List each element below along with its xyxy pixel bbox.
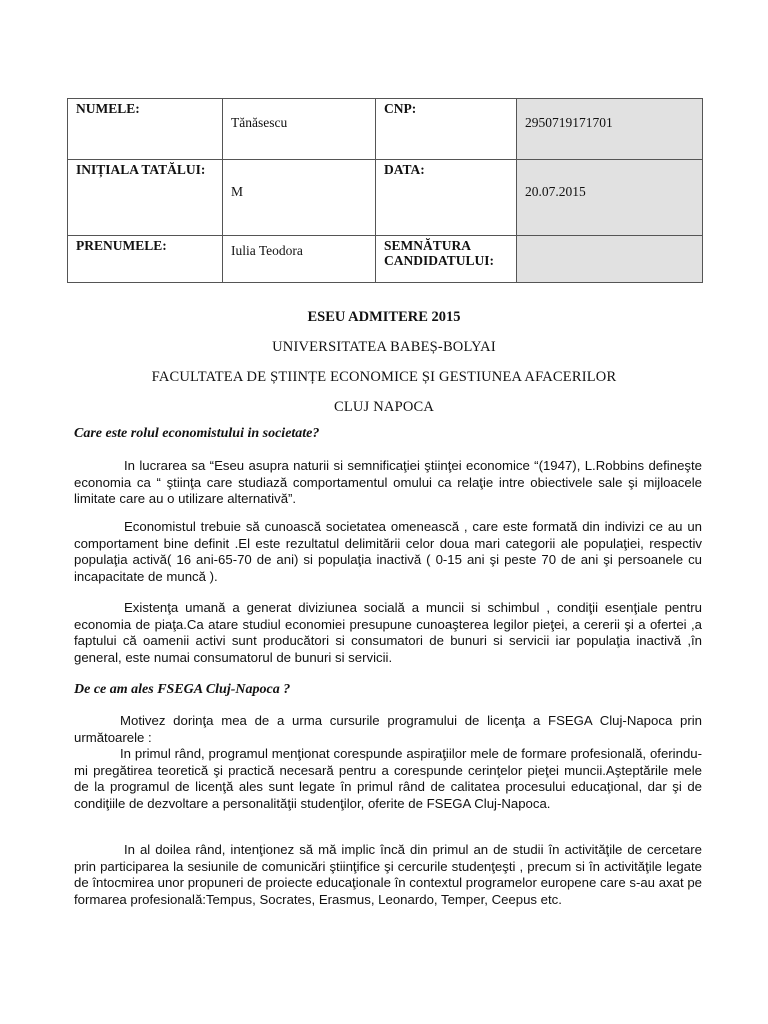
- form-row-prenume: [68, 236, 703, 283]
- value-cnp: [517, 99, 703, 160]
- paragraph-1: [74, 458, 702, 508]
- paragraph-1-text: In lucrarea sa “Eseu asupra naturii si semnificaţiei ştiinţei economice “(1947), L.Robbins defineşte economia ca “ ştiinţa care studiază comportamentul omului ca relaţie intre obiectivele sale şi mijloacele limitate care au o utilizare alternativă”.: [74, 458, 702, 506]
- label-data: DATA:: [376, 160, 517, 236]
- label-cnp: CNP:: [376, 99, 517, 160]
- city-name: CLUJ NAPOCA: [333, 399, 435, 415]
- paragraph-4-text: Motivez dorinţa mea de a urma cursurile programului de licenţa a FSEGA Cluj-Napoca prin următoarele :: [74, 713, 702, 745]
- form-row-name: [68, 99, 703, 160]
- faculty-name: FACULTATEA DE ȘTIINȚE ECONOMICE ȘI GESTIUNEA AFACERILOR: [151, 369, 617, 385]
- label-initiala: INIȚIALA TATĂLUI:: [68, 160, 223, 236]
- value-data: [517, 160, 703, 236]
- paragraph-3-text: Existenţa umană a generat diviziunea socială a muncii si schimbul , condiţii esenţiale pentru economia de piaţa.Ca atare studiul economiei presupune cunoaşterea legilor pieţei, a cererii şi a ofertei ,a faptului că oamenii activi sunt producători si consumatori de bunuri si servicii iar populaţia inactivă ,în general, este numai consumatorul de bunuri si servicii.: [74, 600, 702, 665]
- label-semnatura: SEMNĂTURA CANDIDATULUI:: [376, 236, 517, 283]
- university-name: UNIVERSITATEA BABEȘ-BOLYAI: [272, 339, 496, 355]
- paragraph-2-text: Economistul trebuie să cunoască societatea omenească , care este formată din indivizi ce au un comportament bine definit .El este rezultatul delimitării celor doua mari categorii ale populaţiei, respectiv populaţia activă( 16 ani-65-70 de ani) si populaţia inactivă ( 0-15 ani şi peste 70 de ani şi persoanele cu incapacitate de muncă ).: [74, 519, 702, 584]
- question-1: Care este rolul economistului in societate?: [74, 426, 320, 441]
- paragraph-2: [74, 519, 702, 585]
- label-numele: NUMELE:: [68, 99, 223, 160]
- candidate-form-table: [67, 98, 703, 283]
- paragraph-3: [74, 600, 702, 666]
- form-row-initial: [68, 160, 703, 236]
- value-data-text: 20.07.2015: [525, 184, 586, 199]
- value-prenumele: [223, 236, 376, 283]
- value-initiala-text: M: [231, 184, 244, 199]
- value-numele-text: Tănăsescu: [231, 115, 288, 130]
- paragraph-6-text: In al doilea rând, intenţionez să mă implic încă din primul an de studii în activităţile de cercetare prin participarea la sesiunile de comunicări ştiinţifice şi cercurile studenţeşti , precum si în activităţile legate de întocmirea unor propuneri de proiecte educaţionale în contextul programelor europene care s-au axat pe formarea profesională:Tempus, Socrates, Erasmus, Leonardo, Temper, Ceepus etc.: [74, 842, 702, 907]
- essay-title: ESEU ADMITERE 2015: [307, 309, 461, 325]
- value-numele: [223, 99, 376, 160]
- paragraph-5: [74, 746, 702, 812]
- paragraph-5-text: In primul rând, programul menţionat corespunde aspiraţiilor mele de formare profesională, oferindu-mi pregătirea teoretică şi practică necesară pentru a corespunde cerinţelor pieţei muncii.Aşteptările mele de la programul de licenţă ales sunt legate în primul rând de calitatea procesului educaţional, dar şi de condiţiile de dezvoltare a personalităţii studenţilor, oferite de FSEGA Cluj-Napoca.: [74, 746, 702, 811]
- value-cnp-text: 2950719171701: [525, 115, 613, 130]
- paragraph-4: [74, 713, 702, 746]
- label-prenumele: PRENUMELE:: [68, 236, 223, 283]
- value-initiala: [223, 160, 376, 236]
- value-prenumele-text: Iulia Teodora: [231, 243, 303, 258]
- question-2: De ce am ales FSEGA Cluj-Napoca ?: [74, 682, 291, 697]
- paragraph-6: [74, 842, 702, 908]
- essay-titles: [0, 306, 768, 426]
- value-semnatura: [517, 236, 703, 283]
